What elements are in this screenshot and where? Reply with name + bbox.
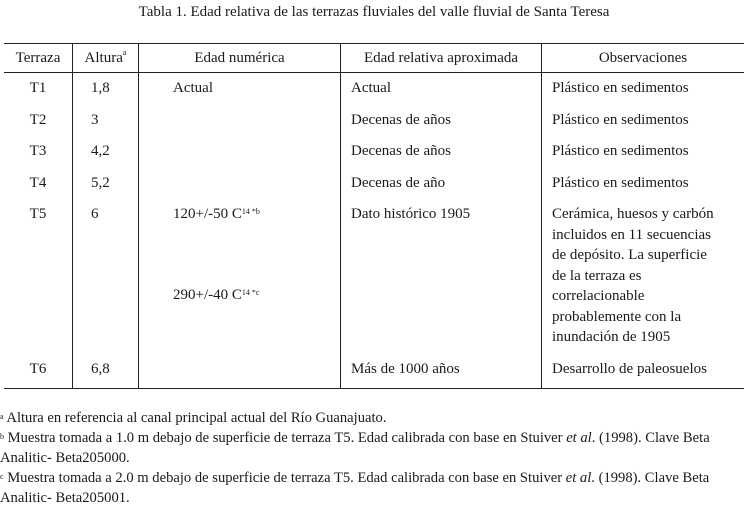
footnote-mark: c	[0, 472, 4, 481]
cell-edad-numerica	[139, 105, 341, 137]
cell-edad-numerica	[139, 136, 341, 168]
cell-edad-numerica	[139, 199, 341, 354]
cell-observaciones: Desarrollo de paleosuelos	[542, 354, 745, 389]
edad-numerica-sample-2	[173, 285, 340, 306]
cell-edad-numerica	[139, 354, 341, 389]
header-altura-footnote-mark: a	[122, 47, 127, 57]
cell-observaciones: Cerámica, huesos y carbón incluidos en 11 secuencias de depósito. La superficie de la terraza es correlacionable probablemente con la inundación de 1905	[552, 206, 714, 345]
cell-altura: 4,2	[73, 136, 139, 168]
cell-edad-numerica: Actual	[139, 73, 341, 105]
table-row	[4, 73, 744, 105]
footnote-etal: et al	[566, 430, 592, 446]
footnote-mark: b	[0, 432, 4, 441]
footnote-text: Altura en referencia al canal principal actual del Río Guanajuato.	[3, 410, 387, 426]
cell-observaciones: Plástico en sedimentos	[552, 174, 689, 191]
header-altura	[73, 44, 139, 73]
footnotes	[0, 408, 748, 508]
edad-value-2: 290+/-40 C	[173, 286, 242, 303]
header-edad-numerica: Edad numérica	[139, 44, 341, 73]
footnote-text-cont: . (1998). Clave Beta Analitic- Beta205000.	[0, 430, 710, 466]
isotope-mark-2: 14 *c	[241, 287, 260, 297]
table-row	[4, 136, 744, 168]
cell-observaciones: Plástico en sedimentos	[552, 143, 689, 159]
cell-edad-relativa: Decenas de años	[341, 105, 542, 137]
cell-observaciones: Plástico en sedimentos	[552, 111, 689, 128]
cell-terraza: T2	[4, 105, 73, 137]
header-altura-label: Altura	[84, 49, 123, 66]
terraces-table	[4, 43, 744, 389]
edad-value-1: 120+/-50 C	[173, 206, 242, 222]
table-row	[4, 354, 744, 389]
cell-terraza: T3	[4, 136, 73, 168]
footnote-a	[0, 408, 748, 428]
table-row	[4, 105, 744, 137]
header-terraza: Terraza	[4, 44, 73, 73]
edad-numerica-sample-1	[173, 204, 340, 225]
header-row	[4, 44, 744, 73]
table-caption: Tabla 1. Edad relativa de las terrazas fluviales del valle fluvial de Santa Teresa	[138, 4, 610, 20]
isotope-mark-1: 14 *b	[241, 207, 260, 216]
footnote-text-cont: . (1998). Clave Beta Analitic- Beta205001.	[0, 470, 710, 506]
footnote-etal: et al	[565, 470, 592, 486]
footnote-b	[0, 428, 748, 468]
cell-edad-relativa: Dato histórico 1905	[341, 199, 542, 354]
cell-edad-relativa: Actual	[341, 73, 542, 105]
footnote-text: Muestra tomada a 1.0 m debajo de superficie de terraza T5. Edad calibrada con base en Stuiver	[4, 430, 567, 446]
cell-altura: 1,8	[73, 73, 139, 105]
cell-edad-numerica	[139, 168, 341, 200]
table-row	[4, 168, 744, 200]
footnote-c	[0, 468, 748, 508]
cell-terraza: T5	[4, 199, 73, 354]
spacer	[173, 225, 340, 285]
cell-edad-relativa: Decenas de año	[341, 168, 542, 200]
cell-edad-relativa: Más de 1000 años	[341, 354, 542, 389]
cell-terraza: T1	[4, 73, 73, 105]
cell-altura: 6,8	[73, 354, 139, 389]
cell-altura: 3	[73, 105, 139, 137]
header-edad-relativa: Edad relativa aproximada	[341, 44, 542, 73]
header-observaciones: Observaciones	[542, 44, 745, 73]
cell-altura: 5,2	[73, 168, 139, 200]
cell-terraza: T6	[4, 354, 73, 389]
footnote-text: Muestra tomada a 2.0 m debajo de superficie de terraza T5. Edad calibrada con base en Stuiver	[3, 470, 566, 486]
footnote-mark: a	[0, 412, 4, 421]
cell-observaciones: Plástico en sedimentos	[552, 80, 689, 96]
table-row	[4, 199, 744, 354]
cell-terraza: T4	[4, 168, 73, 200]
cell-altura: 6	[73, 199, 139, 354]
cell-edad-relativa: Decenas de años	[341, 136, 542, 168]
